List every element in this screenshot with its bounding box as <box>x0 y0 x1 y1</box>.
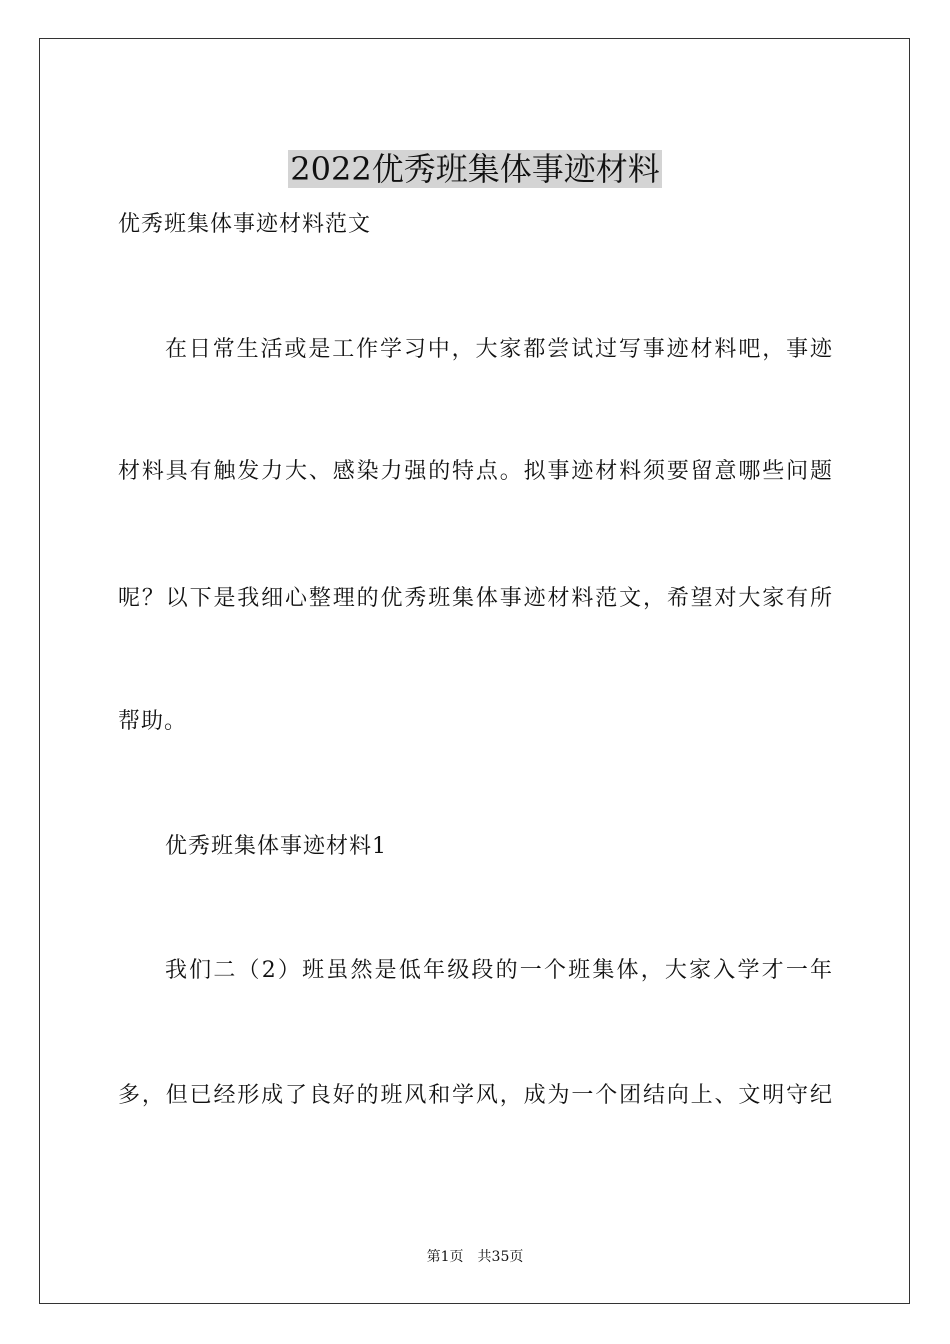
body-line-1: 我们二（2）班虽然是低年级段的一个班集体，大家入学才一年 <box>165 958 832 983</box>
intro-line-3: 呢？以下是我细心整理的优秀班集体事迹材料范文，希望对大家有所 <box>118 586 832 611</box>
body-line-2: 多，但已经形成了良好的班风和学风，成为一个团结向上、文明守纪 <box>118 1083 832 1108</box>
section-heading: 优秀班集体事迹材料1 <box>165 834 387 859</box>
intro-line-1: 在日常生活或是工作学习中，大家都尝试过写事迹材料吧，事迹 <box>165 337 832 362</box>
page-number: 第1页 <box>426 1249 464 1265</box>
intro-line-4: 帮助。 <box>118 709 188 734</box>
document-title-text: 2022优秀班集体事迹材料 <box>290 150 660 189</box>
document-subtitle: 优秀班集体事迹材料范文 <box>118 212 372 237</box>
page-footer <box>0 1247 950 1267</box>
document-title <box>0 147 950 191</box>
total-pages: 共35页 <box>477 1249 524 1265</box>
intro-line-2: 材料具有触发力大、感染力强的特点。拟事迹材料须要留意哪些问题 <box>118 459 832 484</box>
